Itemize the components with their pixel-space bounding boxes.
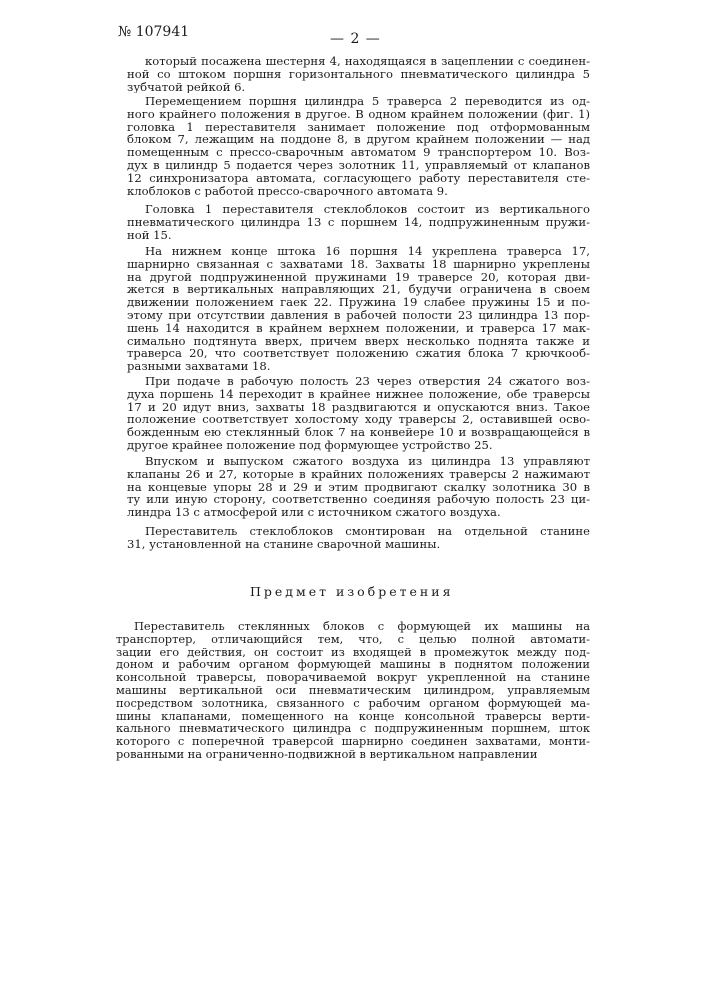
text-line: этому при отсутствии давления в рабочей полости 23 цилиндра 13 пор- [127, 309, 590, 322]
text-line: зубчатой рейкой 6. [127, 81, 590, 94]
text-line: клапаны 26 и 27, которые в крайних положениях траверсы 2 нажимают [127, 468, 590, 481]
text-line: блоком 7, лежащим на поддоне 8, в другом крайнем положении — над [127, 133, 590, 146]
paragraph [127, 455, 590, 519]
text-line: дух в цилиндр 5 подается через золотник 11, управляемый от клапанов [127, 159, 590, 172]
text-line: траверса 20, что соответствует положению сжатия блока 7 крючкооб- [127, 347, 590, 360]
text-line: шарнирно связанная с захватами 18. Захваты 18 шарнирно укреплены [127, 258, 590, 271]
text-line: зации его действия, он состоит из входящей в промежуток между под- [116, 646, 590, 659]
paragraph [127, 525, 590, 551]
text-line: пневматического цилиндра 13 с поршнем 14, подпружиненным пружи- [127, 216, 590, 229]
text-line: Переставитель стеклоблоков смонтирован на отдельной станине [127, 525, 590, 538]
text-line: другое крайнее положение под формующее устройство 25. [127, 439, 590, 452]
paragraph [127, 245, 590, 373]
text-line: клоблоков с работой прессо-сварочного автомата 9. [127, 185, 590, 198]
claim-heading: Предмет изобретения [250, 584, 453, 599]
text-line: шины клапанами, помещенного на конце консольной траверсы верти- [116, 710, 590, 723]
paragraph [127, 55, 590, 93]
text-line: посредством золотника, связанного с рабочим органом формующей ма- [116, 697, 590, 710]
text-line: который посажена шестерня 4, находящаяся в зацеплении с соединен- [127, 55, 590, 68]
text-line: на другой подпружиненной пружинами 19 траверсе 20, которая дви- [127, 271, 590, 284]
text-line: ной 15. [127, 229, 590, 242]
text-line: ного крайнего положения в другое. В одном крайнем положении (фиг. 1) [127, 108, 590, 121]
text-line: На нижнем конце штока 16 поршня 14 укреплена траверса 17, [127, 245, 590, 258]
text-line: машины вертикальной оси пневматическим цилиндром, управляемым [116, 684, 590, 697]
text-line: 31, установленной на станине сварочной машины. [127, 538, 590, 551]
text-line: духа поршень 14 переходит в крайнее нижнее положение, обе траверсы [127, 388, 590, 401]
text-line: 17 и 20 идут вниз, захваты 18 раздвигаются и опускаются вниз. Такое [127, 401, 590, 414]
text-line: консольной траверсы, поворачиваемой вокруг укрепленной на станине [116, 671, 590, 684]
text-line: 12 синхронизатора автомата, согласующего работу переставителя сте- [127, 172, 590, 185]
text-line: При подаче в рабочую полость 23 через отверстия 24 сжатого воз- [127, 375, 590, 388]
text-line: шень 14 находится в крайнем верхнем положении, и траверса 17 мак- [127, 322, 590, 335]
text-line: движении положением гаек 22. Пружина 19 слабее пружины 15 и по- [127, 296, 590, 309]
text-line: помещенным с прессо-сварочным автоматом 9 транспортером 10. Воз- [127, 146, 590, 159]
text-line: ной со штоком поршня горизонтального пневматического цилиндра 5 [127, 68, 590, 81]
text-line: Впуском и выпуском сжатого воздуха из цилиндра 13 управляют [127, 455, 590, 468]
paragraph [127, 203, 590, 241]
text-line: разными захватами 18. [127, 360, 590, 373]
text-line: Переставитель стеклянных блоков с формующей их машины на [116, 620, 590, 633]
text-line: ту или иную сторону, соответственно соединяя рабочую полость 23 ци- [127, 493, 590, 506]
text-line: рованными на ограниченно-подвижной в вертикальном направлении [116, 748, 590, 761]
text-line: положение соответствует холостому ходу траверсы 2, оставившей осво- [127, 413, 590, 426]
text-line: симально подтянута вверх, причем вверх несколько поднята также и [127, 335, 590, 348]
text-line: на концевые упоры 28 и 29 и этим продвигают скалку золотника 30 в [127, 481, 590, 494]
text-line: линдра 13 с атмосферой или с источником сжатого воздуха. [127, 506, 590, 519]
paragraph [127, 375, 590, 452]
claim-paragraph [116, 620, 590, 761]
paragraph [127, 95, 590, 197]
text-line: кального пневматического цилиндра с подпружиненным поршнем, шток [116, 722, 590, 735]
patent-number: № 107941 [118, 24, 189, 40]
text-line: Перемещением поршня цилиндра 5 траверса 2 переводится из од- [127, 95, 590, 108]
text-line: транспортер, отличающийся тем, что, с целью полной автомати- [116, 633, 590, 646]
text-line: жется в вертикальных направляющих 21, будучи ограничена в своем [127, 283, 590, 296]
page-number: — 2 — [330, 31, 381, 47]
text-line: божденным ею стеклянный блок 7 на конвейере 10 и возвращающейся в [127, 426, 590, 439]
text-line: которого с поперечной траверсой шарнирно соединен захватами, монти- [116, 735, 590, 748]
text-line: Головка 1 переставителя стеклоблоков состоит из вертикального [127, 203, 590, 216]
text-line: доном и рабочим органом формующей машины в поднятом положении [116, 658, 590, 671]
text-line: головка 1 переставителя занимает положение под отформованным [127, 121, 590, 134]
